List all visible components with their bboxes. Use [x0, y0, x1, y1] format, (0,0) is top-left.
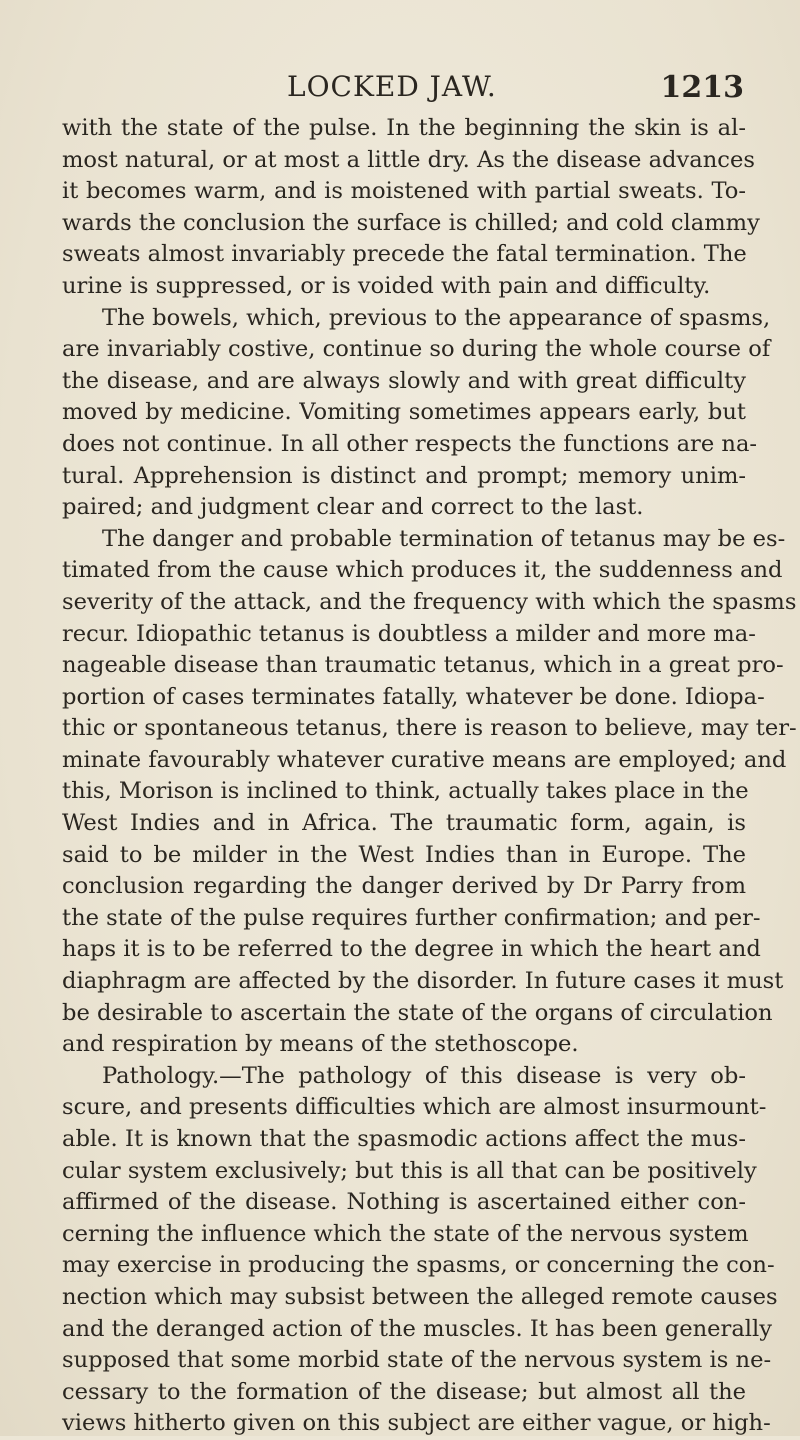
text-line: it becomes warm, and is moistened with partial sweats. To- — [62, 178, 746, 205]
text-line: diaphragm are affected by the disorder. In future cases it must — [62, 968, 784, 995]
text-line: minate favourably whatever curative means are employed; and — [62, 746, 787, 773]
text-line: affirmed of the disease. Nothing is ascertained either con- — [62, 1189, 746, 1216]
text-line: thic or spontaneous tetanus, there is reason to believe, may ter- — [62, 715, 797, 742]
text-line: with the state of the pulse. In the beginning the skin is al- — [62, 115, 746, 141]
pathology-section-line: Pathology.—The pathology of this disease is very ob- — [102, 1062, 746, 1089]
text-line: cessary to the formation of the disease; but almost all the — [62, 1378, 746, 1405]
running-title: LOCKED JAW. — [287, 70, 497, 103]
text-line: nageable disease than traumatic tetanus, which in a great pro- — [62, 652, 784, 679]
text-line: cerning the influence which the state of the nervous system — [62, 1220, 749, 1247]
page-header — [62, 70, 744, 110]
text-line: are invariably costive, continue so during the whole course of — [62, 336, 771, 363]
text-line: tural. Apprehension is distinct and prompt; memory unim- — [62, 462, 746, 489]
text-line: most natural, or at most a little dry. As the disease advances — [62, 146, 755, 173]
text-line: may exercise in producing the spasms, or concerning the con- — [62, 1252, 775, 1279]
text-line: views hitherto given on this subject are either vague, or high- — [62, 1410, 771, 1437]
text-line: able. It is known that the spasmodic actions affect the mus- — [62, 1126, 746, 1152]
text-line: be desirable to ascertain the state of the organs of circulation — [62, 999, 773, 1026]
text-line: and the deranged action of the muscles. It has been generally — [62, 1315, 773, 1342]
text-line: conclusion regarding the danger derived by Dr Parry from — [62, 873, 746, 900]
page-number: 1213 — [660, 70, 744, 105]
text-line: portion of cases terminates fatally, whatever be done. Idiopa- — [62, 683, 765, 710]
text-line: timated from the cause which produces it, the suddenness and — [62, 557, 783, 584]
text-line: nection which may subsist between the alleged remote causes — [62, 1283, 778, 1310]
text-line: cular system exclusively; but this is all that can be positively — [62, 1157, 757, 1184]
text-line: sweats almost invariably precede the fatal termination. The — [62, 241, 747, 268]
text-line: this, Morison is inclined to think, actually takes place in the — [62, 778, 749, 805]
paragraph-start-line: The bowels, which, previous to the appearance of spasms, — [102, 304, 771, 331]
text-line: said to be milder in the West Indies than in Europe. The — [62, 841, 746, 868]
text-line: West Indies and in Africa. The traumatic form, again, is — [62, 810, 746, 837]
text-line: supposed that some morbid state of the nervous system is ne- — [62, 1347, 772, 1374]
text-line: recur. Idiopathic tetanus is doubtless a milder and more ma- — [62, 620, 756, 647]
text-line: moved by medicine. Vomiting sometimes appears early, but — [62, 399, 746, 426]
text-line: urine is suppressed, or is voided with pain and difficulty. — [62, 272, 711, 299]
text-line: does not continue. In all other respects the functions are na- — [62, 430, 758, 457]
body-text — [62, 113, 797, 1440]
text-line: haps it is to be referred to the degree in which the heart and — [62, 936, 761, 963]
text-line: severity of the attack, and the frequency with which the spasms — [62, 588, 797, 615]
text-line: scure, and presents difficulties which are almost insurmount- — [62, 1094, 767, 1121]
text-line: and respiration by means of the stethoscope. — [62, 1031, 579, 1058]
text-line: wards the conclusion the surface is chilled; and cold clammy — [62, 209, 760, 236]
paragraph-start-line: The danger and probable termination of tetanus may be es- — [102, 525, 786, 552]
text-line: the state of the pulse requires further confirmation; and per- — [62, 904, 761, 931]
text-line: the disease, and are always slowly and with great difficulty — [62, 367, 746, 394]
text-line: paired; and judgment clear and correct to the last. — [62, 494, 644, 521]
